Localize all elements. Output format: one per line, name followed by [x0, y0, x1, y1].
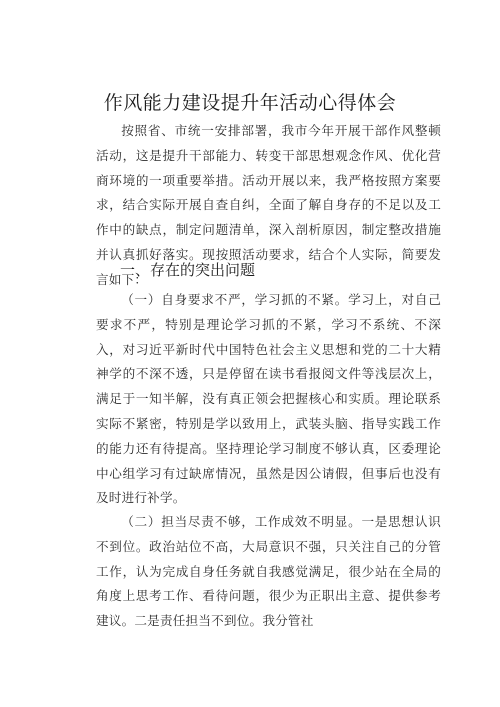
paragraph-2: （二）担当尽责不够，工作成效不明显。一是思想认识不到位。政治站位不高，大局意识不强，只关注自己的分管工作，认为完成自身任务就自我感觉满足，很少站在全局的角度上思考工作、看待问题，很少为正职出主意、提供参考建议。二是责任担当不到位。我分管社 — [96, 514, 441, 629]
section-heading: 一、存在的突出问题 — [120, 261, 256, 279]
paragraph-1: （一）自身要求不严，学习抓的不紧。学习上，对自己要求不严，特别是理论学习抓的不紧，学习不系统、不深入，对习近平新时代中国特色社会主义思想和党的二十大精神学的不深不透，只是停留在读书看报阅文件等浅层次上，满足于一知半解，没有真正领会把握核心和实质。理论联系实际不紧密，特别是学以致用上，武装头脑、指导实践工作的能力还有待提高。坚持理论学习制度不够认真，区委理论中心组学习有过缺席情况，虽然是因公请假，但事后也没有及时进行补学。 — [96, 292, 441, 506]
intro-paragraph: 按照省、市统一安排部署，我市今年开展干部作风整顿活动，这是提升干部能力、转变干部思想观念作风、优化营商环境的一项重要举措。活动开展以来，我严格按照方案要求，结合实际开展自查自纠，全面了解自身存的不足以及工作中的缺点，制定问题清单，深入剖析原因，制定整改措施并认真抓好落实。现按照活动要求，结合个人实际，简要发言如下： — [96, 123, 441, 287]
document-title: 作风能力建设提升年活动心得体会 — [103, 92, 397, 114]
